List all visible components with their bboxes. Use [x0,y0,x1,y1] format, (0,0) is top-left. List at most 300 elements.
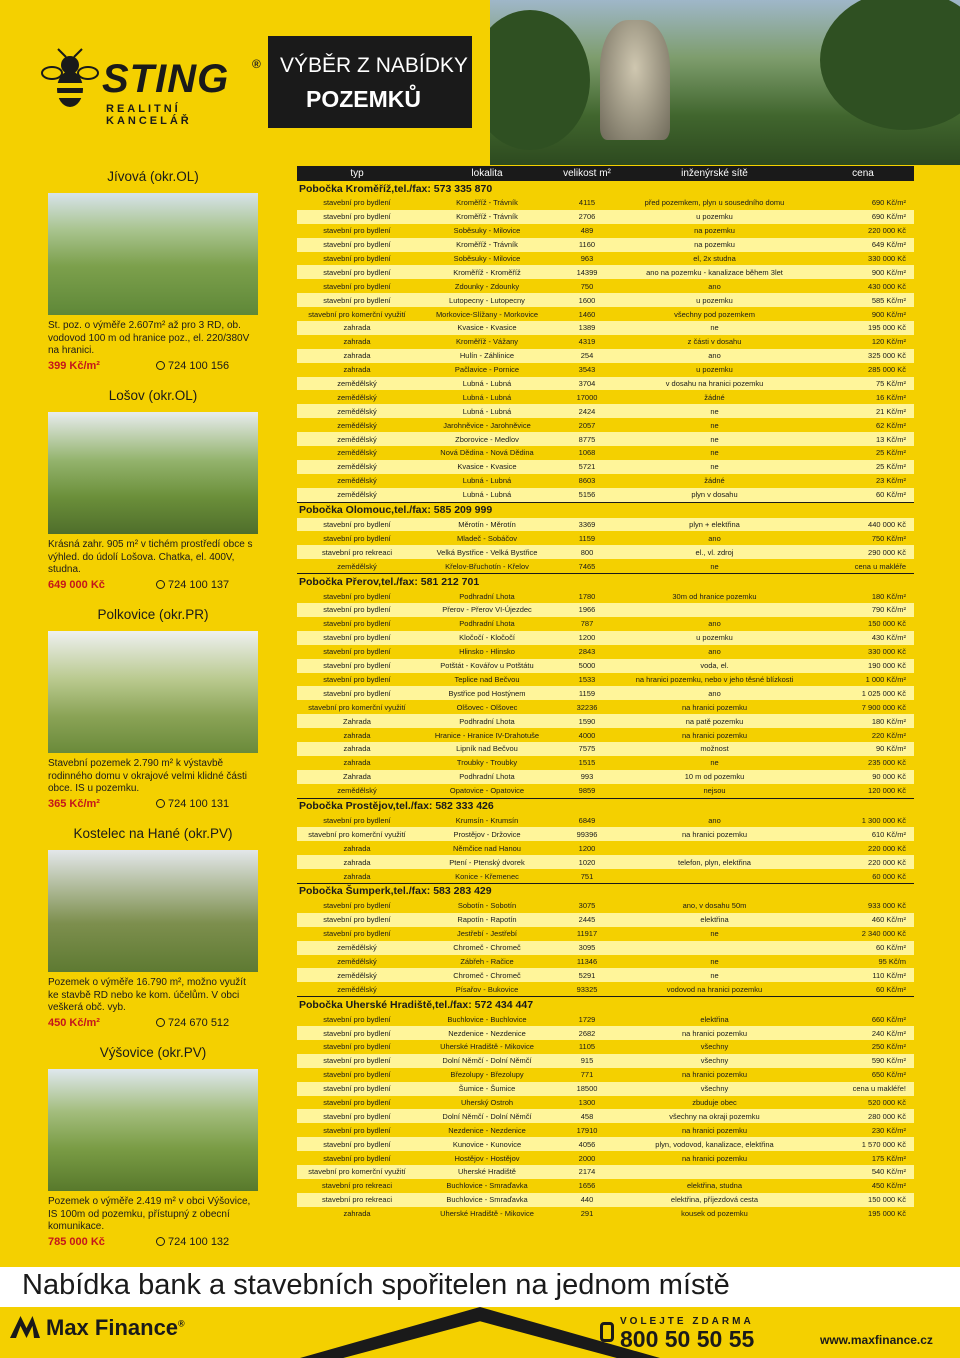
cell-size: 751 [580,871,594,881]
table-row[interactable] [297,363,914,377]
table-row[interactable] [297,841,914,855]
phone-icon [156,799,165,808]
cell-type: stavební pro rekreaci [297,1193,417,1207]
cell-size: 1656 [578,1181,596,1191]
table-row[interactable] [297,673,914,687]
cell-size: 993 [557,770,617,784]
listing-phone[interactable] [156,798,229,810]
cell-size: 3704 [557,377,617,391]
cell-utilities: ano [708,647,721,657]
listing-title: Lošov (okr.OL) [108,388,198,403]
table-row[interactable] [297,827,914,841]
column-header-size: velikost m² [557,166,617,181]
cell-type: stavební pro bydlení [297,265,417,279]
cell-location: Jestřebí - Jestřebí [456,929,518,939]
table-row[interactable] [297,559,914,573]
listing-title: Kostelec na Hané (okr.PV) [73,826,233,841]
listing-title: Jívová (okr.OL) [107,169,199,184]
listing-description: Krásná zahr. 905 m² v tichém prostředí obce s výhled. do údolí Lošova. Chatka, el. 400V, studna. [48,539,253,575]
cell-size: 254 [557,349,617,363]
phone-number: 724 100 131 [168,797,230,810]
cell-price: 650 Kč/m² [871,1070,906,1080]
table-row[interactable] [297,377,914,391]
cell-size: 1590 [557,714,617,728]
cell-type: Zahrada [297,770,417,784]
cell-utilities: elektřina, příjezdová cesta [617,1193,812,1207]
cell-utilities: kousek od pozemku [681,1209,748,1219]
cell-type: stavební pro bydlení [323,674,391,684]
brand-tagline: REALITNÍ KANCELÁŘ [106,103,192,127]
listing-card[interactable] [48,1045,258,1252]
branch-row [297,798,914,814]
cell-type: zahrada [343,1209,371,1219]
cell-location: Potštát - Kovářov u Potštátu [417,659,557,673]
table-row[interactable] [297,1207,914,1221]
listing-description: Pozemek o výměře 2.419 m² v obci Výšovice, IS 100m od pozemku, přístupný z obecní komunikace. [48,1196,251,1232]
branch-heading: Pobočka Šumperk,tel./fax: 583 283 429 [297,883,914,899]
table-row[interactable] [297,855,914,869]
cell-utilities: ne [710,420,719,430]
table-row[interactable] [297,982,914,996]
table-row[interactable] [297,349,914,363]
listing-phone[interactable] [156,1236,229,1248]
table-row[interactable] [297,968,914,982]
table-row[interactable] [297,1040,914,1054]
cell-location: Nezdenice - Nezdenice [417,1026,557,1040]
branch-heading: Pobočka Přerov,tel./fax: 581 212 701 [297,574,914,590]
listing-card[interactable] [48,607,258,814]
listing-card[interactable] [48,388,258,595]
cell-type: zemědělský [337,420,377,430]
cell-location: Lubná - Lubná [417,377,557,391]
cell-size: 5291 [557,968,617,982]
cell-utilities: plyn, vodovod, kanalizace, elektřina [617,1137,812,1151]
cell-size: 32236 [576,702,598,712]
table-row[interactable] [297,1026,914,1040]
phone-number: 724 670 512 [168,1016,230,1029]
table-row[interactable] [297,631,914,645]
table-row[interactable] [297,686,914,700]
cell-location: Velká Bystřice - Velká Bystřice [417,545,557,559]
cell-location: Soběsuky - Milovice [453,226,521,236]
free-call-box[interactable] [600,1316,780,1352]
listing-photo [48,631,258,753]
cell-price: 325 000 Kč [812,349,914,363]
cell-utilities: ano, v dosahu 50m [682,901,747,911]
cell-type: Zahrada [297,714,417,728]
cell-price: 180 Kč/m² [871,591,906,601]
cell-price: 21 Kč/m² [812,404,914,418]
cell-size: 2682 [557,1026,617,1040]
cell-price: 1 570 000 Kč [812,1137,914,1151]
table-row[interactable] [297,1123,914,1137]
listing-phone[interactable] [156,360,229,372]
listing-price: 450 Kč/m² [48,1016,100,1029]
cell-location: Uherský Ostroh [460,1097,514,1107]
cell-size: 4115 [578,198,596,208]
cell-utilities: ne [710,758,719,768]
cell-location: Nezdenice - Nezdenice [448,1125,526,1135]
cell-type: zemědělský [297,432,417,446]
cell-location: Rapotín - Rapotín [417,913,557,927]
cell-type: stavební pro bydlení [323,1097,391,1107]
table-row[interactable] [297,899,914,913]
cell-utilities: u pozemku [617,631,812,645]
table-row[interactable] [297,913,914,927]
cell-price: 230 Kč/m² [871,1125,906,1135]
cell-size: 5721 [557,460,617,474]
cell-size: 771 [580,1070,594,1080]
table-row[interactable] [297,770,914,784]
cell-location: Konice - Křemenec [455,871,519,881]
cell-type: stavební pro bydlení [297,293,417,307]
cell-size: 1200 [578,843,596,853]
cell-location: Hulín - Záhlinice [417,349,557,363]
cell-location: Kroměříž - Trávník [417,238,557,252]
phone-icon [156,580,165,589]
table-row[interactable] [297,196,914,210]
cell-type: stavební pro komerční využití [308,702,406,712]
cell-location: Zborovice - Medlov [417,432,557,446]
cell-utilities: ano na pozemku - kanalizace během 3let [617,265,812,279]
table-row[interactable] [297,589,914,603]
cell-utilities: na hranici pozemku [681,730,748,740]
cell-price: 23 Kč/m² [875,476,906,486]
cell-price: 220 000 Kč [868,843,906,853]
cell-location: Šumice - Šumice [417,1082,557,1096]
table-row[interactable] [297,335,914,349]
cell-size: 1068 [578,448,596,458]
cell-size: 1020 [557,855,617,869]
table-row[interactable] [297,545,914,559]
cell-price: 25 Kč/m² [875,448,906,458]
cell-utilities [617,941,812,955]
cell-utilities: telefon, plyn, elektřina [617,855,812,869]
garden-photo [490,0,960,165]
cell-price: 62 Kč/m² [875,420,906,430]
cell-type: zahrada [297,321,417,335]
table-row[interactable] [297,404,914,418]
table-row[interactable] [297,210,914,224]
cell-location: Písařov - Bukovice [455,984,519,994]
cell-price: 290 000 Kč [812,545,914,559]
table-row[interactable] [297,238,914,252]
cell-price: 195 000 Kč [868,1209,906,1219]
cell-type: zemědělský [337,984,377,994]
table-row[interactable] [297,1068,914,1082]
listing-photo [48,412,258,534]
cell-type: stavební pro komerční využití [297,827,417,841]
cell-type: zahrada [343,758,371,768]
cell-size: 4319 [578,337,596,347]
table-row[interactable] [297,1151,914,1165]
cell-price: 7 900 000 Kč [861,702,906,712]
bee-icon [40,47,100,117]
cell-type: zahrada [297,349,417,363]
listing-phone[interactable] [156,579,229,591]
cell-location: Podhradní Lhota [459,619,515,629]
cell-size: 2057 [578,420,596,430]
cell-utilities: ne [617,460,812,474]
table-row[interactable] [297,1054,914,1068]
cell-type: stavební pro komerční využití [297,1165,417,1179]
table-row[interactable] [297,756,914,770]
table-row[interactable] [297,1082,914,1096]
table-row[interactable] [297,307,914,321]
table-row[interactable] [297,955,914,969]
cell-price: 60 Kč/m² [812,941,914,955]
cell-price: 250 Kč/m² [871,1042,906,1052]
max-finance-icon [10,1316,40,1338]
table-row[interactable] [297,460,914,474]
cell-utilities: na pozemku [617,238,812,252]
table-row[interactable] [297,279,914,293]
cell-price: 175 Kč/m² [871,1153,906,1163]
cell-utilities: všechny [617,1054,812,1068]
cell-size: 1105 [578,1042,596,1052]
cell-location: Zábřeh - Račice [460,956,514,966]
cell-size: 915 [557,1054,617,1068]
cell-size: 489 [580,226,594,236]
table-row[interactable] [297,714,914,728]
cell-type: zahrada [297,855,417,869]
branch-heading: Pobočka Uherské Hradiště,tel./fax: 572 434 447 [297,997,914,1013]
table-row[interactable] [297,390,914,404]
table-row[interactable] [297,446,914,460]
table-row[interactable] [297,432,914,446]
cell-price: 1 025 000 Kč [812,686,914,700]
title-box [268,36,472,128]
table-row[interactable] [297,474,914,488]
table-row[interactable] [297,728,914,742]
cell-utilities: ne [710,448,719,458]
cell-price: 16 Kč/m² [875,392,906,402]
listing-price: 785 000 Kč [48,1235,105,1248]
cell-type: zemědělský [337,786,377,796]
table-row[interactable] [297,531,914,545]
table-row[interactable] [297,1165,914,1179]
table-row[interactable] [297,1096,914,1110]
cell-price: 150 000 Kč [868,619,906,629]
branch-row [297,574,914,590]
table-row[interactable] [297,742,914,756]
cell-type: zemědělský [337,561,377,571]
cell-location: Kunovice - Kunovice [417,1137,557,1151]
cell-utilities: 10 m od pozemku [617,770,812,784]
cell-location: Kroměříž - Trávník [456,198,518,208]
table-row[interactable] [297,1179,914,1193]
cell-type: zemědělský [337,956,377,966]
cell-utilities [617,841,812,855]
cell-utilities: elektřina [617,913,812,927]
table-row[interactable] [297,1137,914,1151]
cell-location: Němčice nad Hanou [453,843,521,853]
cell-location: Olšovec - Olšovec [456,702,518,712]
cell-size: 1780 [578,591,596,601]
cell-utilities: ano [617,686,812,700]
cell-size: 2706 [557,210,617,224]
table-row[interactable] [297,617,914,631]
cell-type: stavební pro bydlení [323,591,391,601]
table-row[interactable] [297,488,914,502]
cell-price: cena u makléře! [812,1082,914,1096]
tree-shape [490,10,590,150]
cell-utilities: všechny pod pozemkem [674,309,755,319]
cell-size: 8775 [557,432,617,446]
cell-size: 9859 [578,786,596,796]
cell-type: stavební pro bydlení [323,1014,391,1024]
listing-photo [48,193,258,315]
phone-number: 724 100 132 [168,1235,230,1248]
phone-number: 724 100 156 [168,359,230,372]
cell-location: Kločočí - Kločočí [417,631,557,645]
cell-type: stavební pro rekreaci [297,545,417,559]
website-link[interactable]: www.maxfinance.cz [820,1333,933,1347]
cell-utilities: u pozemku [617,210,812,224]
table-row[interactable] [297,1193,914,1207]
cell-price: 440 000 Kč [812,518,914,532]
table-row[interactable] [297,941,914,955]
cell-price: 540 Kč/m² [812,1165,914,1179]
cell-utilities: před pozemkem, plyn u sousedního domu [644,198,785,208]
cell-utilities: u pozemku [696,365,733,375]
cell-type: stavební pro bydlení [297,603,417,617]
free-call-number: 800 50 50 55 [620,1326,755,1352]
cell-type: zemědělský [297,460,417,474]
cell-utilities: ano [708,281,721,291]
cell-location: Lubná - Lubná [417,488,557,502]
table-row[interactable] [297,784,914,798]
cell-utilities: na patě pozemku [617,714,812,728]
table-row[interactable] [297,814,914,828]
cell-location: Prostějov - Držovice [417,827,557,841]
table-row[interactable] [297,518,914,532]
table-row[interactable] [297,700,914,714]
listing-card[interactable] [48,169,258,376]
branch-row [297,502,914,518]
cell-price: 900 Kč/m² [812,265,914,279]
cell-utilities: el, 2x studna [693,254,736,263]
title-line-2: POZEMKŮ [306,86,421,112]
cell-location: Sobotín - Sobotín [457,901,517,911]
cell-type: zahrada [343,730,371,740]
cell-location: Chromeč - Chromeč [417,968,557,982]
table-row[interactable] [297,321,914,335]
cell-location: Nová Dědina - Nová Dědina [440,448,534,458]
cell-utilities: na hranici pozemku [681,1125,748,1135]
listing-card[interactable] [48,826,258,1033]
cell-utilities: zbuduje obec [692,1097,737,1107]
cell-location: Jarohněvice - Jarohněvice [443,420,531,430]
cell-price: 460 Kč/m² [812,913,914,927]
listing-phone[interactable] [156,1017,229,1029]
cell-location: Kvasice - Kvasice [417,460,557,474]
table-row[interactable] [297,265,914,279]
cell-size: 1159 [578,533,596,543]
table-body [297,181,914,1221]
table-row[interactable] [297,1012,914,1026]
cell-utilities: ano [617,349,812,363]
listing-description: St. poz. o výměře 2.607m² až pro 3 RD, ob. vodovod 100 m od hranice poz., el. 220/380V na hranici. [48,320,250,356]
cell-type: stavební pro bydlení [323,281,391,291]
cell-price: 60 000 Kč [872,871,906,881]
table-header-row [297,166,914,181]
listing-price: 399 Kč/m² [48,359,100,372]
cell-size: 1600 [557,293,617,307]
table-row[interactable] [297,603,914,617]
cell-utilities: elektřina [700,1014,729,1024]
table-row[interactable] [297,293,914,307]
cell-price: 90 000 Kč [812,770,914,784]
cell-type: stavební pro bydlení [297,1082,417,1096]
cell-utilities: na hranici pozemku, nebo v jeho těsné blízkosti [635,674,794,684]
cell-price: 690 Kč/m² [812,210,914,224]
cell-utilities: voda, el. [617,659,812,673]
table-row[interactable] [297,1109,914,1123]
cell-type: zahrada [343,871,371,881]
table-row[interactable] [297,418,914,432]
cell-utilities: na hranici pozemku [681,702,748,712]
cell-type: zahrada [343,365,371,375]
table-row[interactable] [297,927,914,941]
cell-price: 13 Kč/m² [812,432,914,446]
cell-type: zahrada [297,742,417,756]
cell-price: 450 Kč/m² [871,1181,906,1191]
cell-utilities: 30m od hranice pozemku [672,591,757,601]
cell-type: stavební pro bydlení [297,1137,417,1151]
cell-location: Křelov-Břuchotín - Křelov [445,561,529,571]
cell-size: 99396 [557,827,617,841]
cell-type: stavební pro bydlení [297,210,417,224]
cell-location: Uherské Hradiště - Mikovice [440,1209,534,1219]
cell-utilities: všechny [700,1042,729,1052]
cell-price: 60 Kč/m² [875,984,906,994]
cell-price: 280 000 Kč [812,1109,914,1123]
cell-utilities: elektřina, studna [686,1181,743,1191]
cell-location: Buchlovice - Smraďavka [417,1193,557,1207]
slogan-text: Nabídka bank a stavebních spořitelen na jednom místě [22,1269,730,1301]
cell-size: 1460 [578,309,596,319]
cell-utilities: ne [617,404,812,418]
cell-size: 1160 [557,238,617,252]
cell-type: stavební pro bydlení [323,1125,391,1135]
cell-type: stavební pro bydlení [297,238,417,252]
table-row[interactable] [297,659,914,673]
cell-utilities: el., vl. zdroj [617,545,812,559]
table-row[interactable] [297,869,914,883]
slogan-bar [0,1267,960,1307]
cell-type: stavební pro bydlení [297,518,417,532]
cell-size: 4000 [578,730,596,740]
cell-price: 330 000 Kč [868,254,906,263]
cell-location: Hlinsko - Hlinsko [459,647,515,657]
table-row[interactable] [297,224,914,238]
cell-size: 3543 [578,365,596,375]
cell-price: 220 000 Kč [868,226,906,236]
cell-utilities: ne [617,968,812,982]
cell-price: 590 Kč/m² [812,1054,914,1068]
brand-name: STING [102,57,230,101]
max-finance-logo[interactable] [10,1315,185,1341]
cell-type: stavební pro bydlení [323,533,391,543]
table-row[interactable] [297,252,914,266]
sting-logo[interactable] [40,45,270,125]
cell-utilities: ne [710,561,719,571]
cell-location: Hostějov - Hostějov [454,1153,520,1163]
table-row[interactable] [297,645,914,659]
cell-size: 800 [557,545,617,559]
cell-location: Březolupy - Březolupy [450,1070,524,1080]
